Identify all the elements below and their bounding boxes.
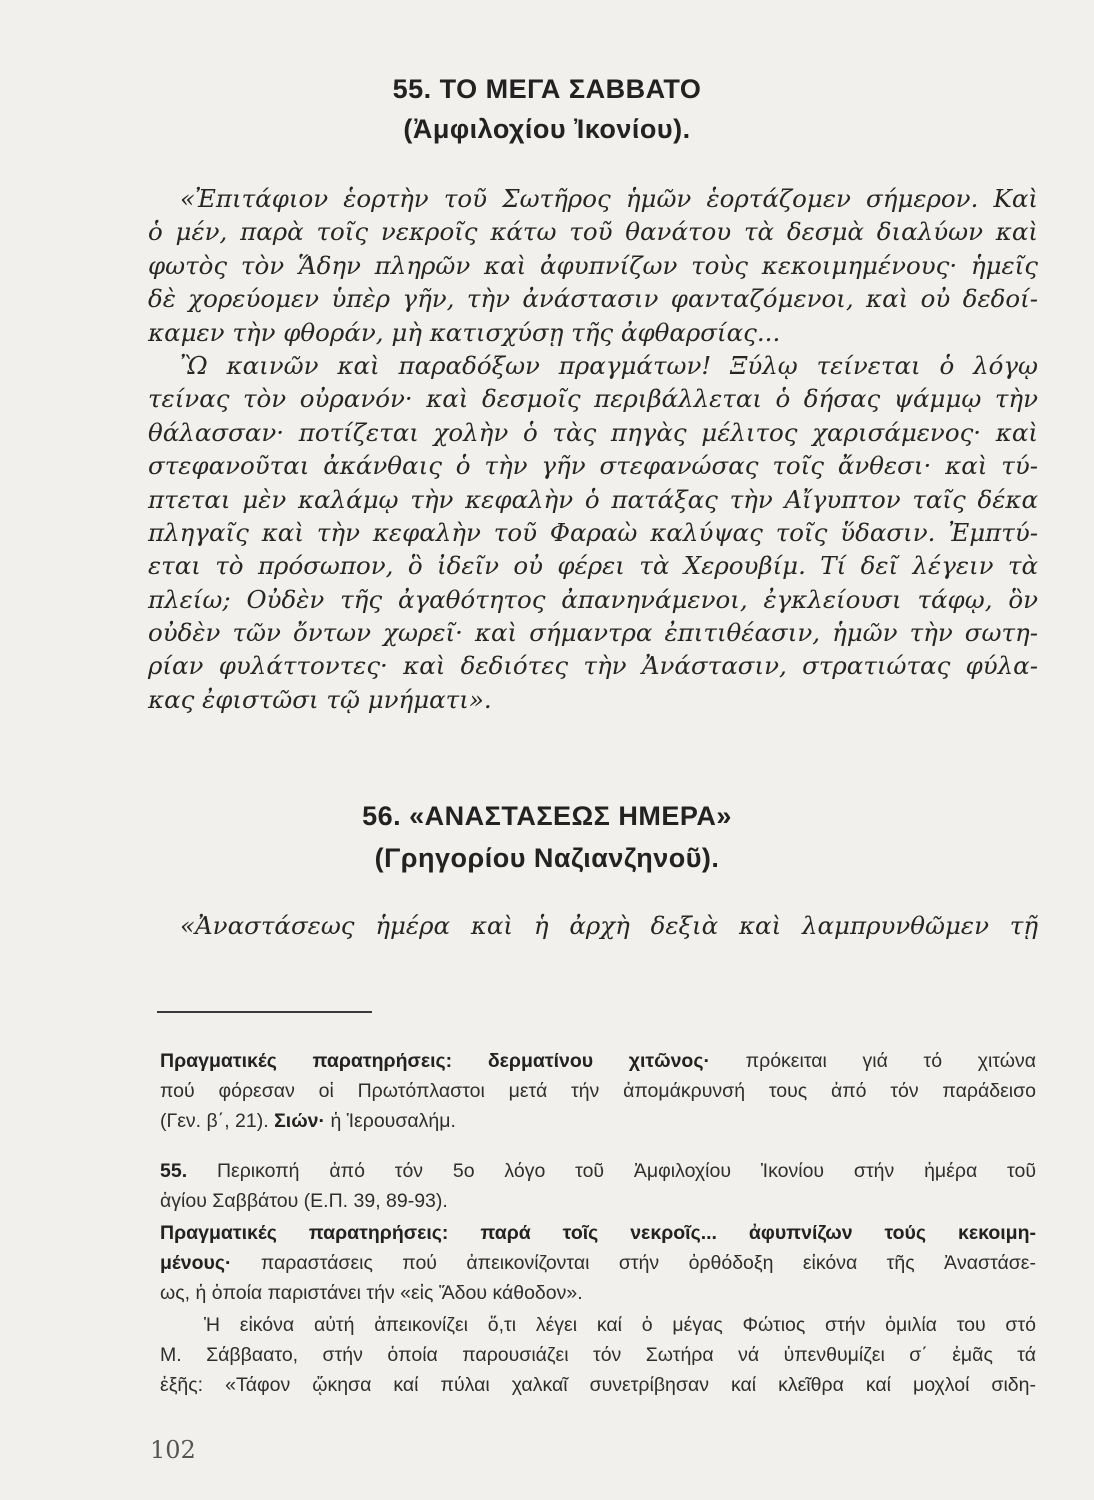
text-line: πλείω; Οὐδὲν τῆς ἀγαθότητος ἀπανηνάμενοι, ἐγκλείουσι τάφῳ, ὃν (148, 584, 1038, 614)
footnote-line: πού φόρεσαν οἱ Πρωτόπλαστοι μετά τήν ἀπομάκρυνσή τους ἀπό τόν παράδεισο (160, 1080, 1036, 1102)
footnote-line: 55. Περικοπή ἀπό τόν 5ο λόγο τοῦ Ἀμφιλοχίου Ἰκονίου στήν ἡμέρα τοῦ (160, 1160, 1036, 1182)
text-line: «Ἀναστάσεως ἡμέρα καὶ ἡ ἀρχὴ δεξιὰ καὶ λαμπρυνθῶμεν τῇ (180, 911, 1038, 940)
footnote-line: ως, ἡ ὁποία παριστάνει τήν «εἰς Ἅδου κάθοδον». (160, 1282, 583, 1304)
section-56-title: 56. «ΑΝΑΣΤΑΣΕΩΣ ΗΜΕΡΑ» (362, 801, 732, 831)
section-56-author: (Γρηγορίου Ναζιανζηνοῦ). (374, 843, 720, 873)
footnote-line: ἁγίου Σαββάτου (Ε.Π. 39, 89-93). (160, 1190, 448, 1212)
footnote-practical (160, 1218, 1036, 1308)
section-55-text (148, 182, 1038, 716)
footnote-line: ἑξῆς: «Τάφον ᾤκησα καί πύλαι χαλκαῖ συνετρίβησαν καί κλεῖθρα καί μοχλοί σιδη- (160, 1374, 1036, 1396)
text-line: δὲ χορεύομεν ὑπὲρ γῆν, τὴν ἀνάστασιν φανταζόμενοι, καὶ οὐ δεδοί- (148, 284, 1038, 314)
text-line: εται τὸ πρόσωπον, ὃ ἰδεῖν οὐ φέρει τὰ Χερουβίμ. Τί δεῖ λέγειν τὰ (148, 551, 1038, 581)
text-line: φωτὸς τὸν Ἅδην πληρῶν καὶ ἀφυπνίζων τοὺς κεκοιμημένους· ἡμεῖς (148, 250, 1038, 280)
footnote-55 (160, 1156, 1036, 1216)
footnote-line: Ἡ εἰκόνα αὐτή ἀπεικονίζει ὅ,τι λέγει καί ὁ μέγας Φώτιος στήν ὁμιλία του στό (204, 1314, 1036, 1336)
text-line: «Ἐπιτάφιον ἑορτὴν τοῦ Σωτῆρος ἡμῶν ἑορτάζομεν σήμερον. Καὶ (180, 184, 1038, 213)
footnote-divider (157, 1011, 372, 1013)
section-55-author: (Ἀμφιλοχίου Ἰκονίου). (403, 114, 691, 144)
text-line: οὐδὲν τῶν ὄντων χωρεῖ· καὶ σήμαντρα ἐπιτιθέασιν, ἡμῶν τὴν σωτη- (148, 618, 1038, 648)
text-line: ὁ μέν, παρὰ τοῖς νεκροῖς κάτω τοῦ θανάτου τὰ δεσμὰ διαλύων καὶ (148, 217, 1038, 247)
text-line: στεφανοῦται ἀκάνθαις ὁ τὴν γῆν στεφανώσας τοῖς ἄνθεσι· καὶ τύ- (148, 451, 1038, 481)
page-number: 102 (150, 1436, 196, 1464)
section-55-title: 55. ΤΟ ΜΕΓΑ ΣΑΒΒΑΤΟ (392, 74, 702, 104)
text-line: τείνας τὸν οὐρανόν· καὶ δεσμοῖς περιβάλλεται ὁ δήσας ψάμμῳ τὴν (148, 384, 1038, 414)
text-line: Ὢ καινῶν καὶ παραδόξων πραγμάτων! Ξύλῳ τείνεται ὁ λόγῳ (180, 350, 1038, 380)
footnotes (160, 1046, 1036, 1136)
footnote-line: Μ. Σάββαατο, στήν ὁποία παρουσιάζει τόν Σωτήρα νά ὑπενθυμίζει σ΄ ἐμᾶς τά (160, 1344, 1036, 1366)
footnote-line: μένους· παραστάσεις πού ἀπεικονίζονται στήν ὀρθόδοξη εἰκόνα τῆς Ἀναστάσε- (160, 1252, 1036, 1274)
text-line: ρίαν φυλάττοντες· καὶ δεδιότες τὴν Ἀνάστασιν, στρατιώτας φύλα- (148, 651, 1038, 681)
text-line: θάλασσαν· ποτίζεται χολὴν ὁ τὰς πηγὰς μέλιτος χαρισάμενος· καὶ (148, 417, 1038, 447)
text-line: κας ἐφιστῶσι τῷ μνήματι». (148, 684, 492, 714)
footnote-icon (160, 1310, 1036, 1400)
section-56-text (148, 909, 1038, 942)
footnote-line: (Γεν. β΄, 21). Σιών· ἡ Ἱερουσαλήμ. (160, 1110, 456, 1132)
footnote-line: Πραγματικές παρατηρήσεις: παρά τοῖς νεκροῖς... ἀφυπνίζων τούς κεκοιμη- (160, 1222, 1036, 1244)
text-line: καμεν τὴν φθοράν, μὴ κατισχύσῃ τῆς ἀφθαρσίας... (148, 317, 781, 347)
text-line: πληγαῖς καὶ τὴν κεφαλὴν τοῦ Φαραὼ καλύψας τοῖς ὕδασιν. Ἐμπτύ- (148, 517, 1038, 547)
text-line: πτεται μὲν καλάμῳ τὴν κεφαλὴν ὁ πατάξας τὴν Αἴγυπτον ταῖς δέκα (148, 484, 1038, 514)
footnote-line: Πραγματικές παρατηρήσεις: δερματίνου χιτῶνος· πρόκειται γιά τό χιτώνα (160, 1050, 1036, 1072)
